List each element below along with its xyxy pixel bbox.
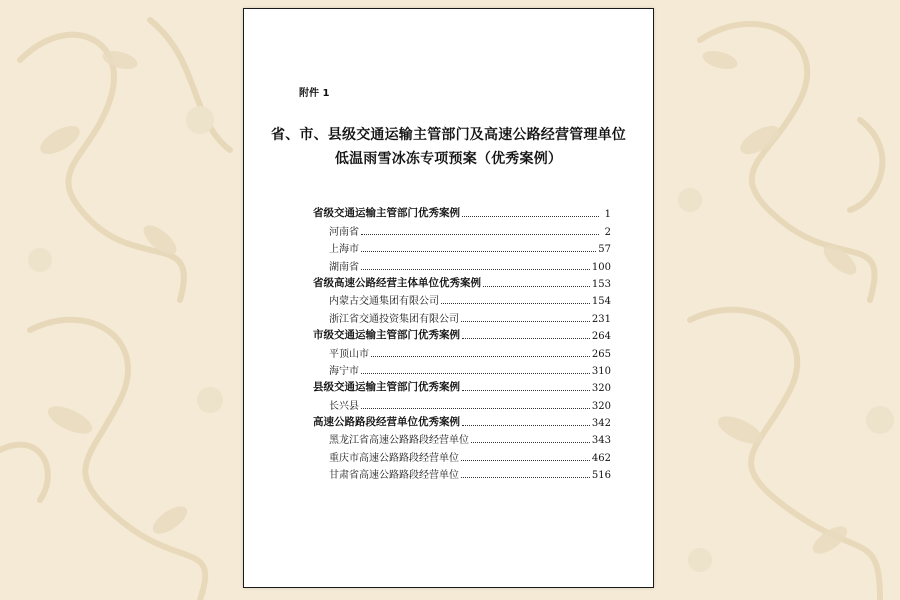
toc-entry-page: 320 bbox=[591, 383, 611, 395]
toc-dot-leader bbox=[361, 408, 590, 409]
toc-dot-leader bbox=[361, 373, 590, 374]
toc-entry bbox=[313, 342, 611, 359]
toc-entry-page: 264 bbox=[591, 331, 611, 343]
toc-entry bbox=[313, 238, 611, 255]
toc-entry-page: 57 bbox=[598, 244, 611, 256]
toc-entry-page: 320 bbox=[591, 400, 611, 412]
toc-dot-leader bbox=[461, 321, 590, 322]
toc-entry-label: 省级交通运输主管部门优秀案例 bbox=[313, 207, 460, 220]
toc-entry-label: 上海市 bbox=[329, 244, 359, 256]
toc-entry-label: 黑龙江省高速公路路段经营单位 bbox=[329, 435, 469, 447]
toc-entry-label: 高速公路路段经营单位优秀案例 bbox=[313, 416, 460, 429]
toc-entry-page: 100 bbox=[591, 261, 611, 273]
toc-dot-leader bbox=[441, 303, 590, 304]
table-of-contents bbox=[313, 203, 611, 481]
toc-entry bbox=[313, 203, 611, 220]
toc-dot-leader bbox=[361, 251, 596, 252]
toc-dot-leader bbox=[361, 234, 599, 235]
toc-entry bbox=[313, 325, 611, 342]
toc-entry-label: 长兴县 bbox=[329, 400, 359, 412]
toc-entry-page: 154 bbox=[591, 296, 611, 308]
toc-entry bbox=[313, 429, 611, 446]
toc-dot-leader bbox=[462, 216, 599, 217]
toc-entry-label: 重庆市高速公路路段经营单位 bbox=[329, 452, 459, 464]
document-page bbox=[243, 8, 654, 588]
toc-dot-leader bbox=[462, 425, 590, 426]
toc-entry bbox=[313, 412, 611, 429]
toc-entry bbox=[313, 307, 611, 324]
toc-entry-label: 县级交通运输主管部门优秀案例 bbox=[313, 381, 460, 394]
toc-entry bbox=[313, 220, 611, 237]
attachment-label: 附件 1 bbox=[299, 88, 330, 99]
toc-entry-page: 2 bbox=[604, 226, 611, 238]
toc-entry-page: 1 bbox=[604, 209, 611, 221]
toc-entry-page: 153 bbox=[591, 278, 611, 290]
toc-dot-leader bbox=[361, 269, 590, 270]
toc-entry bbox=[313, 377, 611, 394]
toc-entry-label: 市级交通运输主管部门优秀案例 bbox=[313, 329, 460, 342]
toc-dot-leader bbox=[461, 477, 590, 478]
toc-entry bbox=[313, 394, 611, 411]
document-title-line1: 省、市、县级交通运输主管部门及高速公路经营管理单位 bbox=[271, 127, 626, 143]
toc-entry-label: 湖南省 bbox=[329, 261, 359, 273]
toc-entry bbox=[313, 290, 611, 307]
toc-entry-label: 省级高速公路经营主体单位优秀案例 bbox=[313, 276, 481, 289]
toc-dot-leader bbox=[483, 286, 590, 287]
toc-dot-leader bbox=[471, 442, 590, 443]
toc-entry-page: 462 bbox=[591, 452, 611, 464]
toc-entry-page: 343 bbox=[591, 435, 611, 447]
toc-entry bbox=[313, 464, 611, 481]
toc-entry-page: 342 bbox=[591, 418, 611, 430]
toc-entry-page: 310 bbox=[591, 365, 611, 377]
toc-dot-leader bbox=[461, 460, 590, 461]
toc-dot-leader bbox=[371, 356, 590, 357]
toc-entry-page: 231 bbox=[591, 313, 611, 325]
toc-entry-label: 浙江省交通投资集团有限公司 bbox=[329, 313, 459, 325]
toc-dot-leader bbox=[462, 390, 590, 391]
toc-entry-label: 内蒙古交通集团有限公司 bbox=[329, 296, 439, 308]
toc-entry bbox=[313, 360, 611, 377]
toc-dot-leader bbox=[462, 338, 590, 339]
toc-entry-label: 海宁市 bbox=[329, 365, 359, 377]
document-title-line2: 低温雨雪冰冻专项预案（优秀案例） bbox=[334, 151, 563, 167]
toc-entry bbox=[313, 446, 611, 463]
toc-entry-page: 516 bbox=[591, 470, 611, 482]
toc-entry bbox=[313, 273, 611, 290]
toc-entry bbox=[313, 255, 611, 272]
toc-entry-label: 河南省 bbox=[329, 226, 359, 238]
toc-entry-page: 265 bbox=[591, 348, 611, 360]
toc-entry-label: 平顶山市 bbox=[329, 348, 369, 360]
toc-entry-label: 甘肃省高速公路路段经营单位 bbox=[329, 470, 459, 482]
